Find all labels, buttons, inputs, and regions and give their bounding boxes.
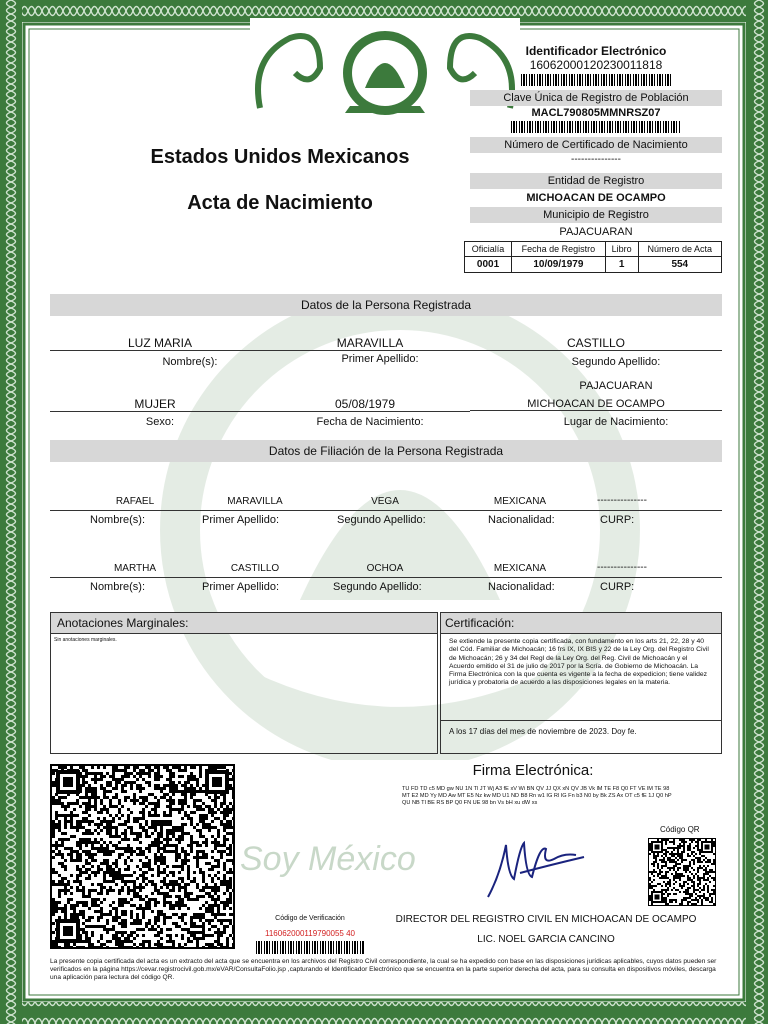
parent1-primer-apellido: MARAVILLA — [227, 496, 283, 507]
person-lugar-line2: MICHOACAN DE OCAMPO — [470, 398, 722, 411]
municipio-label: Municipio de Registro — [470, 207, 722, 223]
id-panel — [470, 44, 722, 273]
person-segundo-apellido: CASTILLO — [470, 336, 722, 351]
person-nombre: LUZ MARIA — [50, 336, 270, 351]
reg-value-oficialia: 0001 — [465, 257, 512, 273]
certificacion-date: A los 17 días del mes de noviembre de 2023. Doy fe. — [449, 727, 637, 736]
person-lugar-line1: PAJACUARAN — [579, 380, 653, 392]
parent1-underline — [50, 510, 722, 511]
country-title: Estados Unidos Mexicanos — [150, 146, 410, 168]
entity-label: Entidad de Registro — [470, 173, 722, 189]
parent2-curp: --------------- — [597, 562, 647, 573]
parent2-primer-apellido: CASTILLO — [230, 563, 280, 574]
parent1-nacionalidad-label: Nacionalidad: — [488, 514, 555, 526]
person-lugar-label: Lugar de Nacimiento: — [563, 416, 669, 428]
soy-mexico-watermark: Soy México — [240, 840, 416, 878]
parent1-primer-label: Primer Apellido: — [202, 514, 280, 526]
reg-header-fecha: Fecha de Registro — [512, 242, 606, 257]
certificacion-box — [440, 612, 722, 754]
firma-hash: TU FD TD c5 MD gw NU 1N Tl JT Wj A3 fE xV Wi BN QV JJ QX xN QV JB Vk lM TE F8 Q0 FT VE lM TE 98 MT E2 MD Yy MD Aw MT E5 Nz kw MD U1 ND B8 Rn w1 IG Rl IG Fn b3 N0 by Bk ZS Ax OT c5 fE 1J Q0 hP QU NB Tl BE RS BP Q0 FN UE 98 bn Vs bH xu dW xs — [402, 786, 672, 806]
parent1-segundo-label: Segundo Apellido: — [337, 514, 426, 526]
reg-header-oficialia: Oficialía — [465, 242, 512, 257]
electronic-id-label: Identificador Electrónico — [525, 44, 667, 58]
person-nombre-label: Nombre(s): — [162, 356, 218, 368]
verification-code-label: Código de Verificación — [275, 915, 345, 922]
large-qr-code — [50, 764, 235, 949]
parent1-curp-label: CURP: — [600, 514, 635, 526]
small-qr-label: Código QR — [660, 825, 700, 834]
person-primer-apellido: MARAVILLA — [270, 336, 470, 351]
person-sexo-label: Sexo: — [145, 416, 175, 428]
parent1-nombre: RAFAEL — [115, 496, 155, 507]
person-section-title: Datos de la Persona Registrada — [50, 294, 722, 316]
firma-title: Firma Electrónica: — [472, 762, 594, 779]
verification-code-value: 116062000119790055 40 — [264, 929, 356, 938]
reg-value-fecha: 10/09/1979 — [512, 257, 606, 273]
person-fecha: 05/08/1979 — [260, 397, 470, 412]
director-name: LIC. NOEL GARCIA CANCINO — [477, 934, 615, 945]
person-sexo: MUJER — [50, 397, 260, 412]
curp-value: MACL790805MMNRSZ07 — [531, 107, 661, 119]
electronic-id-barcode — [521, 74, 671, 86]
electronic-id-value: 16062000120230011818 — [529, 58, 663, 72]
footer-legal-text: La presente copia certificada del acta es un extracto del acta que se encuentra en los archivos del Registro Civil correspondiente, la cual se ha expedido con base en las disposiciones jurídicas aplicables, cuyos datos pueden ser verificados en la página https://cevar.registrocivil.gob.mx/eVAR/ConsultaFolio.jsp ,capturando el Identificador Electrónico que se encuentra en la parte superior derecha del acta, para su consulta en dispositivos móviles, descarga una aplicación para lectura del código QR. — [50, 958, 717, 982]
anotaciones-title: Anotaciones Marginales: — [51, 613, 437, 634]
certificacion-title: Certificación: — [441, 613, 721, 634]
signature-icon — [480, 835, 590, 905]
parent1-curp: --------------- — [597, 495, 647, 506]
parent1-nombre-label: Nombre(s): — [90, 514, 146, 526]
parent2-segundo-label: Segundo Apellido: — [333, 581, 422, 593]
certificacion-text: Se extiende la presente copia certificada, con fundamento en los arts 21, 22, 28 y 40 del Cód. Familiar de Michoacán; 16 frs IX, IX BIS y 22 de la Ley Org. del Registro Civil de Michoacán; 26 y 34 del Regl de la Ley Org. del Reg. Civil de Michoacán y el Acuerdo emitido el 31 de julio de 2017 por la Scría. de Gobierno de Michoacán. La Firma Electrónica con la que cuenta es vigente a la fecha de expedicion; tiene validez jurídica y probatoria de acuerdo a las disposiciones legales en la materia. — [441, 634, 721, 721]
anotaciones-text: Sin anotaciones marginales. — [54, 637, 117, 643]
curp-label: Clave Única de Registro de Población — [470, 90, 722, 106]
parent2-nombre: MARTHA — [113, 563, 157, 574]
parent2-nombre-label: Nombre(s): — [90, 581, 146, 593]
parent2-segundo-apellido: OCHOA — [366, 563, 404, 574]
parent2-underline — [50, 577, 722, 578]
curp-barcode — [511, 121, 681, 133]
entity-value: MICHOACAN DE OCAMPO — [526, 192, 666, 204]
parent2-nacionalidad: MEXICANA — [493, 563, 547, 574]
anotaciones-box — [50, 612, 438, 754]
filiacion-section-title: Datos de Filiación de la Persona Registrada — [50, 440, 722, 462]
person-segundo-label: Segundo Apellido: — [571, 356, 661, 368]
parent2-primer-label: Primer Apellido: — [202, 581, 280, 593]
document-title: Acta de Nacimiento — [187, 192, 373, 214]
registration-table — [464, 241, 722, 273]
reg-value-acta: 554 — [638, 257, 721, 273]
parent1-segundo-apellido: VEGA — [371, 496, 399, 507]
small-qr-code — [648, 838, 716, 906]
parent1-nacionalidad: MEXICANA — [493, 496, 547, 507]
person-fecha-label: Fecha de Nacimiento: — [316, 416, 424, 428]
cert-number-label: Número de Certificado de Nacimiento — [470, 137, 722, 153]
person-primer-label: Primer Apellido: — [341, 353, 419, 365]
parent2-nacionalidad-label: Nacionalidad: — [488, 581, 555, 593]
cert-number-value: --------------- — [571, 154, 621, 165]
verification-barcode — [256, 941, 364, 954]
parent2-curp-label: CURP: — [600, 581, 635, 593]
reg-header-acta: Número de Acta — [638, 242, 721, 257]
director-title: DIRECTOR DEL REGISTRO CIVIL EN MICHOACAN DE OCAMPO — [395, 914, 697, 925]
municipio-value: PAJACUARAN — [559, 226, 633, 238]
reg-header-libro: Libro — [605, 242, 638, 257]
reg-value-libro: 1 — [605, 257, 638, 273]
